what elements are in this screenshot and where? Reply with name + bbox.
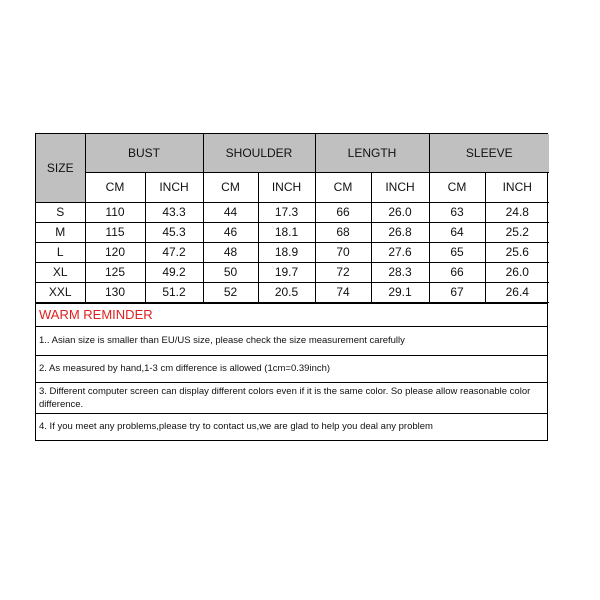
- unit-inch-header: INCH: [371, 172, 429, 202]
- value-cell: 24.8: [485, 202, 549, 222]
- value-cell: 18.9: [258, 242, 315, 262]
- value-cell: 50: [203, 262, 258, 282]
- value-cell: 52: [203, 282, 258, 302]
- value-cell: 25.6: [485, 242, 549, 262]
- reminder-note: 3. Different computer screen can display different colors even if it is the same color. So please allow reasonable color difference.: [36, 382, 547, 413]
- length-header: LENGTH: [315, 134, 429, 172]
- value-cell: 29.1: [371, 282, 429, 302]
- value-cell: 17.3: [258, 202, 315, 222]
- size-cell: XXL: [36, 282, 85, 302]
- value-cell: 20.5: [258, 282, 315, 302]
- value-cell: 43.3: [145, 202, 203, 222]
- value-cell: 26.0: [485, 262, 549, 282]
- warm-reminder-title: WARM REMINDER: [36, 303, 547, 326]
- value-cell: 26.4: [485, 282, 549, 302]
- reminder-note: 4. If you meet any problems,please try to contact us,we are glad to help you deal any problem: [36, 413, 547, 440]
- sleeve-header: SLEEVE: [429, 134, 549, 172]
- value-cell: 49.2: [145, 262, 203, 282]
- value-cell: 48: [203, 242, 258, 262]
- value-cell: 110: [85, 202, 145, 222]
- value-cell: 45.3: [145, 222, 203, 242]
- value-cell: 125: [85, 262, 145, 282]
- unit-cm-header: CM: [85, 172, 145, 202]
- size-cell: L: [36, 242, 85, 262]
- size-row: [36, 262, 549, 282]
- value-cell: 115: [85, 222, 145, 242]
- value-cell: 26.8: [371, 222, 429, 242]
- value-cell: 63: [429, 202, 485, 222]
- value-cell: 70: [315, 242, 371, 262]
- value-cell: 74: [315, 282, 371, 302]
- bust-header: BUST: [85, 134, 203, 172]
- value-cell: 19.7: [258, 262, 315, 282]
- unit-cm-header: CM: [429, 172, 485, 202]
- value-cell: 67: [429, 282, 485, 302]
- size-row: [36, 282, 549, 302]
- unit-header-row: [36, 172, 549, 202]
- value-cell: 46: [203, 222, 258, 242]
- size-table: [36, 134, 549, 303]
- unit-inch-header: INCH: [145, 172, 203, 202]
- size-cell: S: [36, 202, 85, 222]
- value-cell: 65: [429, 242, 485, 262]
- unit-cm-header: CM: [315, 172, 371, 202]
- size-cell: XL: [36, 262, 85, 282]
- value-cell: 26.0: [371, 202, 429, 222]
- value-cell: 18.1: [258, 222, 315, 242]
- size-row: [36, 202, 549, 222]
- value-cell: 130: [85, 282, 145, 302]
- size-header: SIZE: [36, 134, 85, 202]
- value-cell: 72: [315, 262, 371, 282]
- value-cell: 25.2: [485, 222, 549, 242]
- reminder-note: 2. As measured by hand,1-3 cm difference is allowed (1cm=0.39inch): [36, 355, 547, 382]
- value-cell: 44: [203, 202, 258, 222]
- unit-cm-header: CM: [203, 172, 258, 202]
- value-cell: 66: [315, 202, 371, 222]
- size-cell: M: [36, 222, 85, 242]
- value-cell: 51.2: [145, 282, 203, 302]
- size-row: [36, 222, 549, 242]
- value-cell: 28.3: [371, 262, 429, 282]
- reminder-note: 1.. Asian size is smaller than EU/US size, please check the size measurement carefully: [36, 326, 547, 355]
- size-chart: [35, 133, 548, 441]
- value-cell: 64: [429, 222, 485, 242]
- unit-inch-header: INCH: [258, 172, 315, 202]
- value-cell: 120: [85, 242, 145, 262]
- size-row: [36, 242, 549, 262]
- value-cell: 27.6: [371, 242, 429, 262]
- value-cell: 66: [429, 262, 485, 282]
- shoulder-header: SHOULDER: [203, 134, 315, 172]
- value-cell: 68: [315, 222, 371, 242]
- unit-inch-header: INCH: [485, 172, 549, 202]
- value-cell: 47.2: [145, 242, 203, 262]
